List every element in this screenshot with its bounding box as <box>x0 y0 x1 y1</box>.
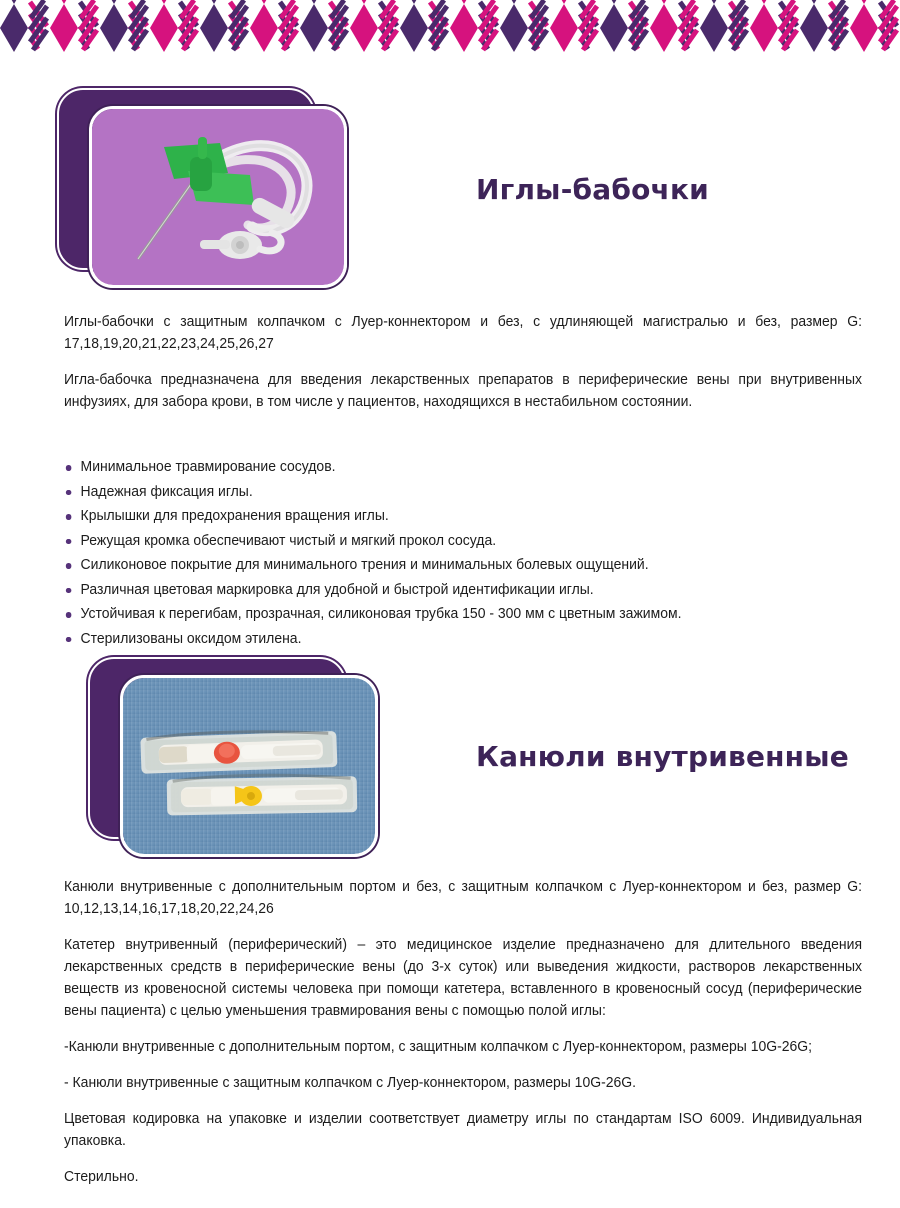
paragraph-sizes: Канюли внутривенные с дополнительным портом и без, с защитным колпачком с Луер-коннектором и без, размер G: 10,12,13,14,16,17,18,20,22,24,26 <box>64 878 863 917</box>
butterfly-needle-photo <box>92 109 344 285</box>
paragraph-variant-plain: - Канюли внутривенные с защитным колпачком с Луер-коннектором, размеры 10G-26G. <box>64 1074 637 1091</box>
list-item: Крылышки для предохранения вращения иглы. <box>64 505 862 528</box>
butterfly-needle-illustration <box>92 109 344 285</box>
butterfly-needles-text-block <box>64 311 862 421</box>
header-ornament-band <box>0 0 900 56</box>
butterfly-needles-feature-list <box>64 456 862 652</box>
paragraph-catheter-description: Катетер внутривенный (периферический) – это медицинское изделие предназначено для длительного введения лекарственных средств в периферические вены (до 3-х суток) или выведения жидкости, растворов лекарственных веществ из кровеносной системы человека при помощи катетера, вставленного в кровеносный сосуд (периферические вены пациента) с целью уменьшения травмирования вены с помощью полой иглы: <box>64 936 863 1019</box>
iv-cannula-illustration <box>123 678 375 854</box>
paragraph-description: Игла-бабочка предназначена для введения лекарственных препаратов в периферические вены при внутривенных инфузиях, для забора крови, в том числе у пациентов, находящихся в нестабильном состоянии. <box>64 371 863 410</box>
paragraph-color-coding: Цветовая кодировка на упаковке и изделии соответствует диаметру иглы по стандартам ISO 6009. Индивидуальная упаковка. <box>64 1110 863 1149</box>
paragraph-sterile: Стерильно. <box>64 1168 139 1185</box>
list-item: Надежная фиксация иглы. <box>64 481 862 504</box>
list-item: Различная цветовая маркировка для удобной и быстрой идентификации иглы. <box>64 579 862 602</box>
list-item: Стерилизованы оксидом этилена. <box>64 628 862 651</box>
list-item: Минимальное травмирование сосудов. <box>64 456 862 479</box>
iv-cannula-photo <box>123 678 375 854</box>
section-title-butterfly-needles: Иглы-бабочки <box>476 173 709 206</box>
paragraph-variant-with-port: -Канюли внутривенные с дополнительным портом, с защитным колпачком с Луер-коннектором, размеры 10G-26G; <box>64 1038 813 1055</box>
butterfly-needle-image-card <box>57 88 347 288</box>
iv-cannula-image-card <box>88 657 378 857</box>
list-item: Силиконовое покрытие для минимального трения и минимальных болевых ощущений. <box>64 554 862 577</box>
iv-cannulas-text-block <box>64 876 862 1196</box>
section-title-iv-cannulas: Канюли внутривенные <box>476 740 849 773</box>
list-item: Устойчивая к перегибам, прозрачная, силиконовая трубка 150 - 300 мм с цветным зажимом. <box>64 603 862 626</box>
feature-list <box>64 456 862 650</box>
card-front-layer <box>120 675 378 857</box>
card-front-layer <box>89 106 347 288</box>
paragraph-sizes: Иглы-бабочки с защитным колпачком с Луер-коннектором и без, с удлиняющей магистралью и без, размер G: 17,18,19,20,21,22,23,24,25,26,27 <box>64 313 863 352</box>
argyle-pattern-svg <box>0 0 900 56</box>
list-item: Режущая кромка обеспечивают чистый и мягкий прокол сосуда. <box>64 530 862 553</box>
